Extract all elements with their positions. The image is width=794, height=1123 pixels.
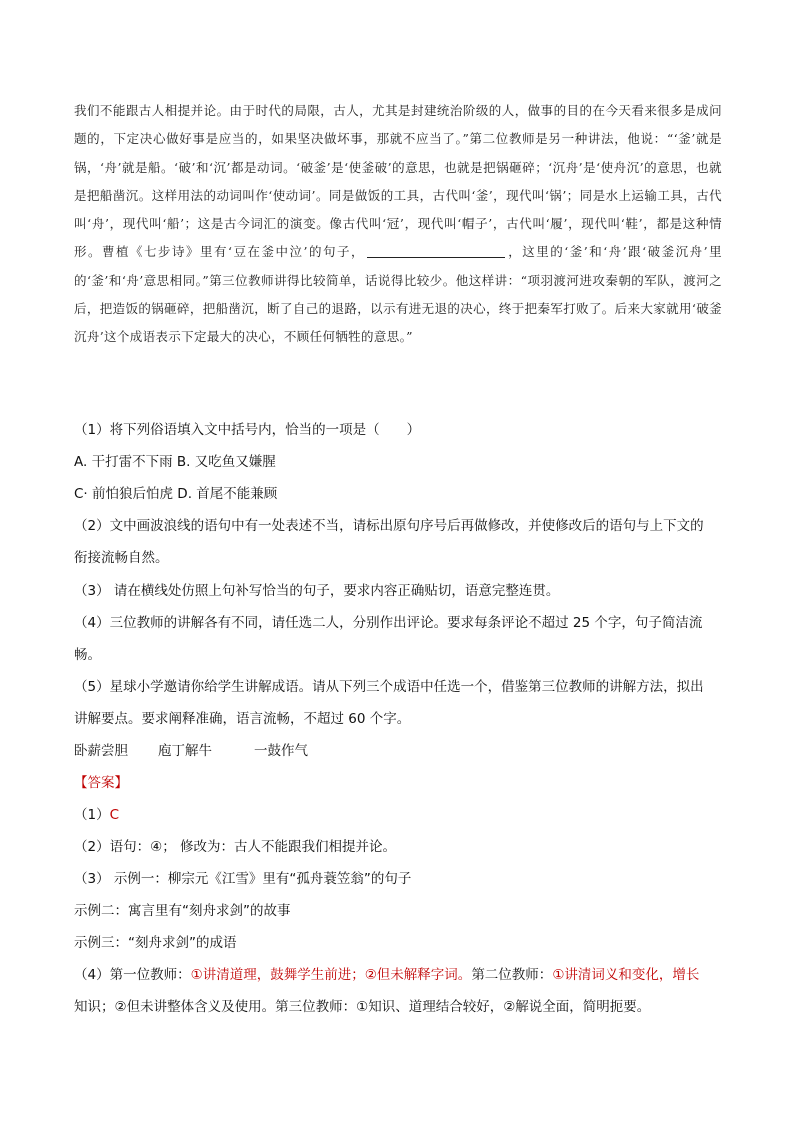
question-4-line-2: 畅。: [74, 647, 101, 663]
question-4-line-1: （4）三位教师的讲解各有不同，请任选二人，分别作出评论。要求每条评论不超过 25 个字，句子简洁流: [74, 615, 703, 631]
idiom-item: 庖丁解牛: [158, 743, 212, 759]
answer-1: [74, 799, 724, 831]
answer-3-line-2: 示例二：寓言里有“刻舟求剑”的故事: [74, 903, 291, 919]
idiom-list: [74, 735, 724, 767]
answer-label: 【答案】: [74, 775, 128, 791]
answer-1-value: C: [109, 807, 120, 823]
answer-1-prefix: （1）: [74, 807, 110, 823]
idiom-item: 卧薪尝胆: [74, 743, 128, 759]
idiom-item: 一鼓作气: [254, 743, 308, 759]
question-2-line-1: （2）文中画波浪线的语句中有一处表述不当，请标出原句序号后再做修改，并使修改后的语句与上下文的: [74, 518, 704, 534]
question-2-line-2: 衔接流畅自然。: [74, 550, 169, 566]
answer-3-line-1: （3） 示例一：柳宗元《江雪》里有“孤舟蓑笠翁”的句子: [74, 871, 412, 887]
answer-3-line-3: 示例三：“刻舟求剑”的成语: [74, 935, 237, 951]
question-1: （1）将下列俗语填入文中括号内，恰当的一项是（ ）: [74, 422, 421, 438]
answer-4-teacher-1-comment: ①讲清道理，鼓舞学生前进；②但未解释字词。: [190, 967, 472, 983]
question-1-options-cd: C· 前怕狼后怕虎 D. 首尾不能兼顾: [74, 486, 278, 502]
passage-part-2: ，这里的‘釜’和‘舟’跟‘破釜沉舟’里的‘釜’和‘舟’意思相同。”第三位教师讲得比较简单，话说得比较少。他这样讲：“项羽渡河进攻秦朝的军队，渡河之后，把造饭的锅砸碎，把船凿沉，断了自己的退路，以示有进无退的决心，终于把秦军打败了。后来大家就用‘破釜沉舟’这个成语表示下定最大的决心，不顾任何牺牲的意思。”: [74, 244, 722, 345]
answer-2: （2）语句：④； 修改为：古人不能跟我们相提并论。: [74, 839, 396, 855]
answer-4-line-1: [74, 959, 724, 991]
question-1-options-ab: A. 干打雷不下雨 B. 又吃鱼又嫌腥: [74, 454, 276, 470]
answer-4-line-2: 知识；②但未讲整体含义及使用。第三位教师：①知识、道理结合较好，②解说全面，简明扼要。: [74, 999, 651, 1015]
answer-4-teacher-2-label: 第二位教师：: [471, 967, 553, 983]
question-3: （3） 请在横线处仿照上句补写恰当的句子，要求内容正确贴切，语意完整连贯。: [74, 583, 560, 599]
reading-passage: [74, 97, 722, 352]
answer-4-prefix: （4）第一位教师：: [74, 967, 191, 983]
answer-4-teacher-2-comment: ①讲清词义和变化，增长: [552, 967, 700, 983]
fill-in-blank[interactable]: [367, 243, 505, 258]
question-5-line-2: 讲解要点。要求阐释准确，语言流畅，不超过 60 个字。: [74, 711, 411, 727]
question-5-line-1: （5）星球小学邀请你给学生讲解成语。请从下列三个成语中任选一个，借鉴第三位教师的讲解方法，拟出: [74, 679, 704, 695]
passage-part-1: 我们不能跟古人相提并论。由于时代的局限，古人，尤其是封建统治阶级的人，做事的目的在今天看来很多是成问题的，下定决心做好事是应当的，如果坚决做坏事，那就不应当了。”第二位教师是另一种讲法，他说：“‘釜’就是锅，‘舟’就是船。‘破’和‘沉’都是动词。‘破釜’是‘使釜破’的意思，也就是把锅砸碎；‘沉舟’是‘使舟沉’的意思，也就是把船凿沉。这样用法的动词叫作‘使动词’。同是做饭的工具，古代叫‘釜’，现代叫‘锅’；同是水上运输工具，古代叫‘舟’，现代叫‘船’；这是古今词汇的演变。像古代叫‘冠’，现代叫‘帽子’，古代叫‘履’，现代叫‘鞋’，都是这种情形。曹植《七步诗》里有‘豆在釜中泣’的句子，: [74, 103, 722, 260]
